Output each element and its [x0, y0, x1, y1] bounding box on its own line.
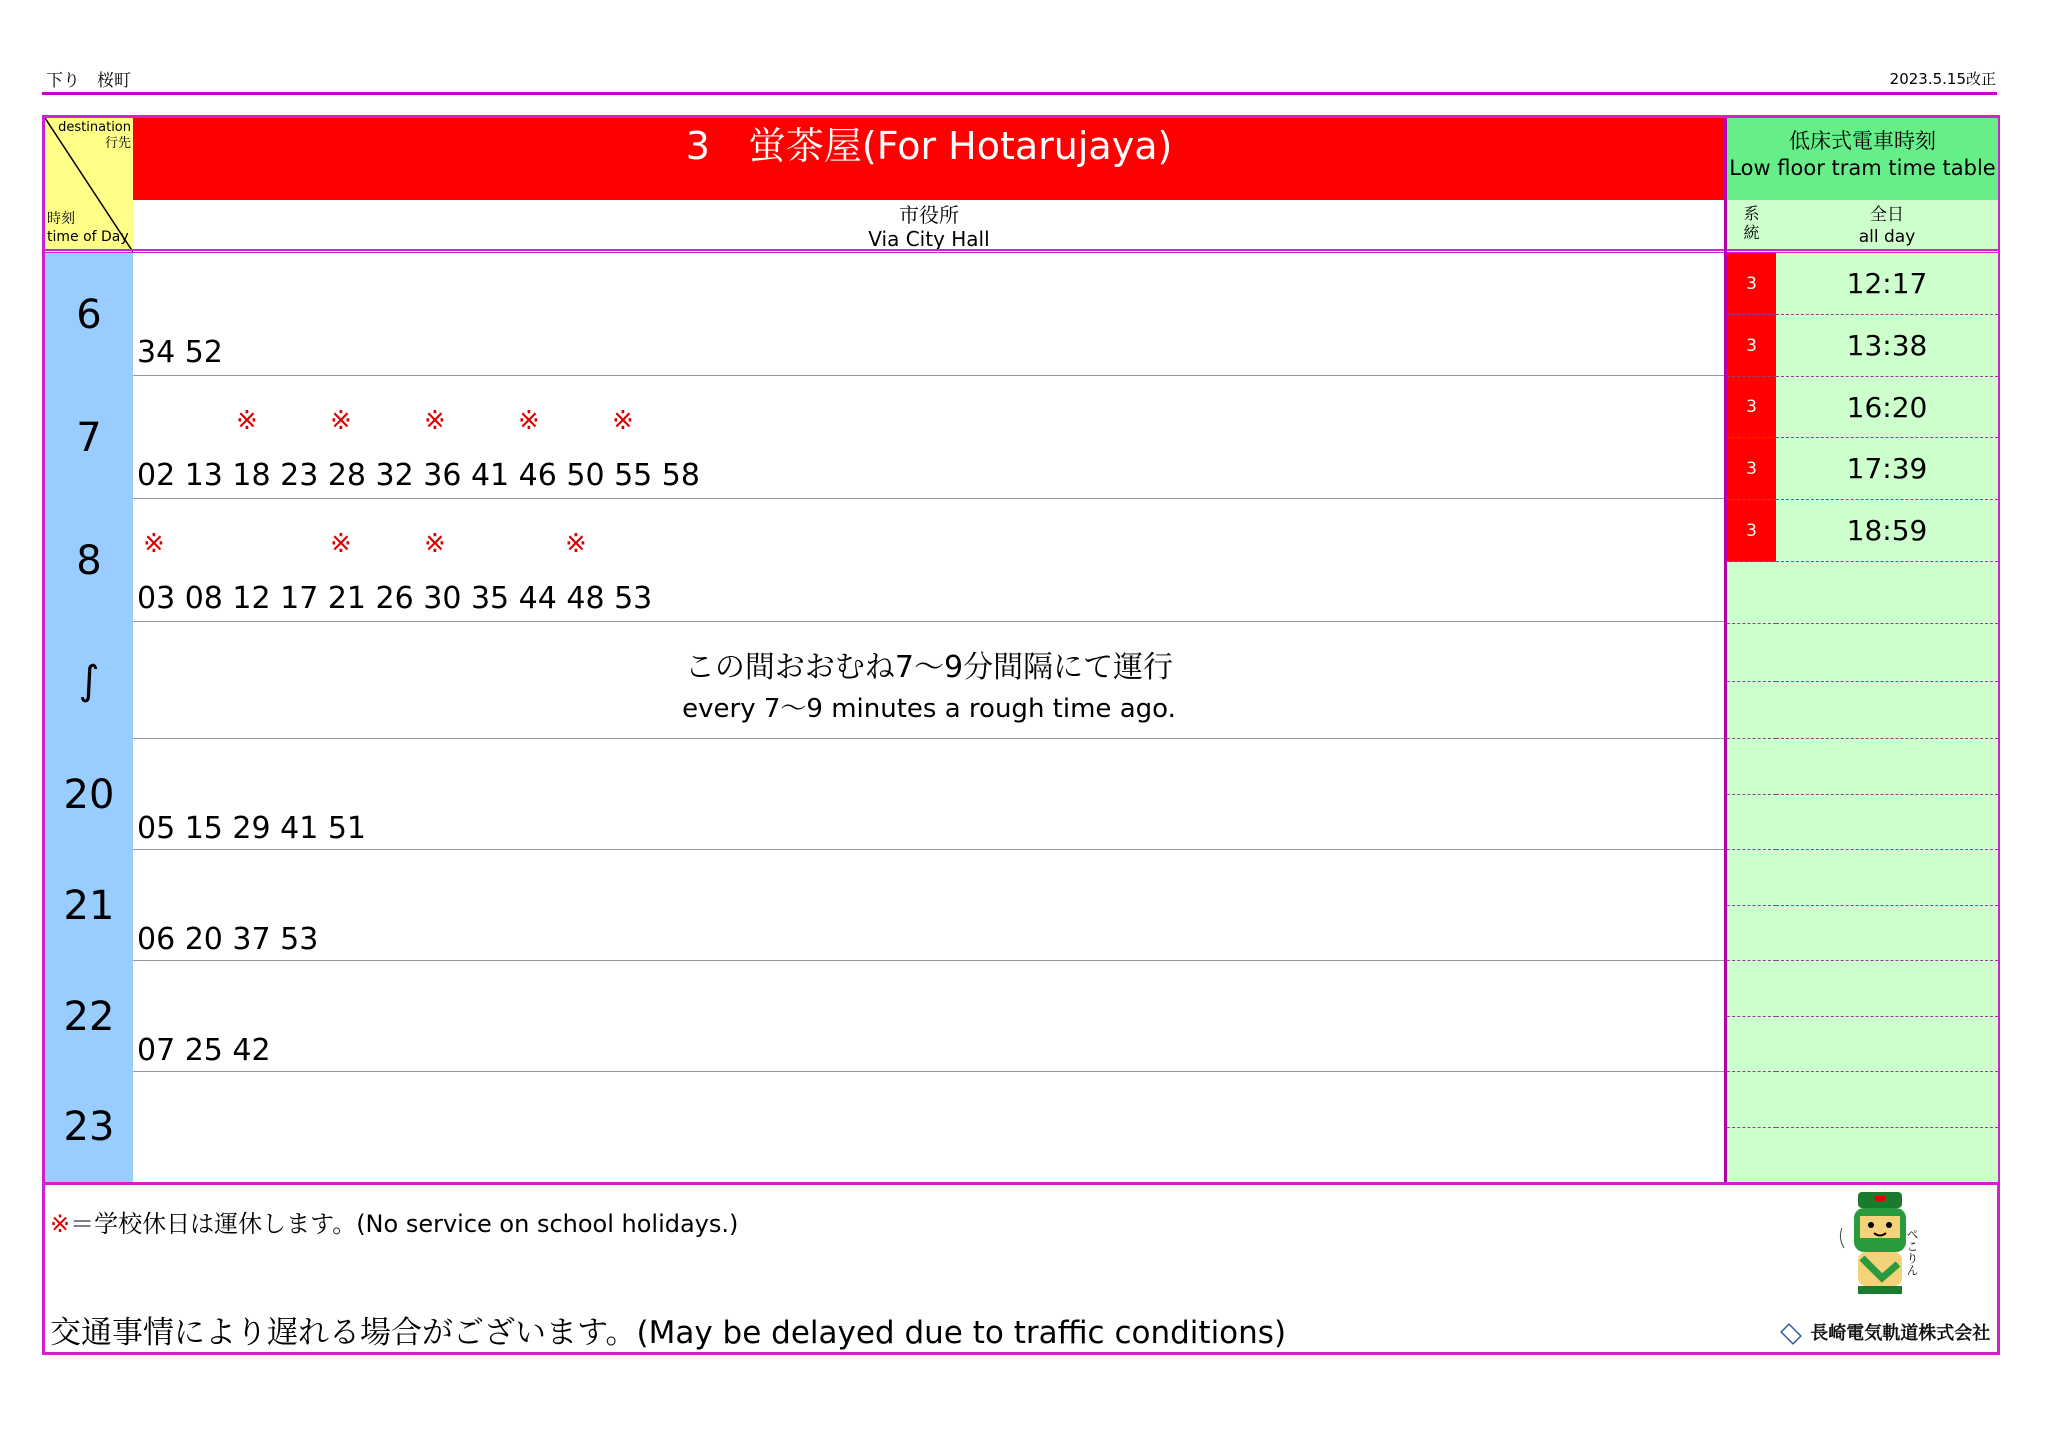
destination-en-label: destination	[58, 120, 131, 135]
empty-route-cell	[1727, 1128, 1776, 1182]
footer-divider	[45, 1182, 1998, 1185]
lowfloor-time: 13:38	[1776, 315, 1998, 377]
allday-column-header	[1776, 200, 1998, 252]
empty-time-cell	[1776, 906, 1998, 961]
time-en-label: time of Day	[47, 229, 129, 245]
lowfloor-title-en: Low floor tram time table	[1729, 156, 1996, 180]
route-badge: 3	[1727, 438, 1776, 500]
minutes-row	[133, 961, 1725, 1072]
minutes-text: 06 20 37 53	[137, 922, 319, 957]
minutes-text: 34 52	[137, 335, 223, 370]
interval-en: every 7〜9 minutes a rough time ago.	[682, 694, 1176, 724]
minutes-row	[133, 499, 1725, 622]
top-divider	[42, 92, 1997, 95]
empty-time-cell	[1776, 1072, 1998, 1128]
school-day-mark: ※	[50, 1210, 71, 1238]
school-day-mark: ※	[424, 406, 446, 436]
minutes-row	[133, 376, 1725, 499]
empty-route-cell	[1727, 1072, 1776, 1128]
empty-time-cell	[1776, 961, 1998, 1017]
school-day-mark: ※	[565, 529, 587, 559]
minutes-row	[133, 739, 1725, 850]
empty-time-cell	[1776, 795, 1998, 850]
interval-ja: この間おおむね7〜9分間隔にて運行	[684, 650, 1174, 685]
column-divider	[1724, 118, 1727, 1184]
direction-label: 下り 桜町	[46, 71, 131, 91]
school-day-mark: ※	[143, 529, 165, 559]
time-ja-label: 時刻	[47, 211, 75, 227]
minutes-text: 07 25 42	[137, 1033, 271, 1068]
hour-cell: 22	[45, 961, 133, 1072]
destination-banner: 3 蛍茶屋(For Hotarujaya)	[133, 118, 1725, 200]
route-badge: 3	[1727, 500, 1776, 562]
via-en: Via City Hall	[868, 227, 990, 251]
lowfloor-time: 16:20	[1776, 377, 1998, 438]
empty-time-cell	[1776, 739, 1998, 795]
empty-route-cell	[1727, 961, 1776, 1017]
mascot-caption: ぺこりん	[1905, 1228, 1919, 1276]
lowfloor-header	[1727, 118, 1998, 200]
hour-cell: 7	[45, 376, 133, 499]
hour-cell: 21	[45, 850, 133, 961]
school-day-mark: ※	[424, 529, 446, 559]
company-name: 長崎電気軌道株式会社	[1810, 1323, 1991, 1344]
interval-note	[133, 642, 1725, 725]
empty-route-cell	[1727, 1017, 1776, 1072]
school-day-mark: ※	[236, 406, 258, 436]
lowfloor-time: 17:39	[1776, 438, 1998, 500]
hour-cell: ∫	[45, 622, 133, 739]
mascot-image	[1828, 1188, 1938, 1308]
destination-ja-label: 行先	[104, 136, 131, 151]
hour-cell: 6	[45, 253, 133, 376]
delay-note: 交通事情により遅れる場合がございます。(May be delayed due to traffic conditions)	[50, 1315, 1287, 1351]
school-holiday-note	[50, 1204, 738, 1239]
empty-time-cell	[1776, 624, 1998, 682]
hour-cell: 20	[45, 739, 133, 850]
hour-cell: 8	[45, 499, 133, 622]
route-badge: 3	[1727, 253, 1776, 315]
company-logo	[1778, 1319, 1990, 1345]
hour-cell: 23	[45, 1072, 133, 1182]
empty-route-cell	[1727, 624, 1776, 682]
minutes-row	[133, 253, 1725, 376]
corner-header	[45, 118, 133, 252]
minutes-text: 05 15 29 41 51	[137, 811, 367, 846]
via-label	[133, 200, 1725, 252]
lowfloor-time: 18:59	[1776, 500, 1998, 562]
lowfloor-title-ja: 低床式電車時刻	[1789, 129, 1936, 153]
empty-time-cell	[1776, 850, 1998, 906]
school-day-mark: ※	[612, 406, 634, 436]
minutes-text: 02 13 18 23 28 32 36 41 46 50 55 58	[137, 458, 700, 493]
empty-route-cell	[1727, 682, 1776, 739]
revision-date: 2023.5.15改正	[1889, 70, 1996, 88]
empty-time-cell	[1776, 1017, 1998, 1072]
allday-ja: 全日	[1870, 205, 1904, 225]
school-day-mark: ※	[330, 406, 352, 436]
empty-time-cell	[1776, 562, 1998, 624]
school-day-mark: ※	[330, 529, 352, 559]
empty-time-cell	[1776, 1128, 1998, 1182]
empty-time-cell	[1776, 682, 1998, 739]
school-day-mark: ※	[518, 406, 540, 436]
empty-route-cell	[1727, 906, 1776, 961]
lowfloor-time: 12:17	[1776, 253, 1998, 315]
minutes-row	[133, 850, 1725, 961]
via-ja: 市役所	[899, 203, 959, 227]
route-column-header: 系 統	[1727, 200, 1776, 252]
allday-en: all day	[1858, 227, 1916, 247]
route-badge: 3	[1727, 315, 1776, 377]
empty-route-cell	[1727, 795, 1776, 850]
minutes-row	[133, 1072, 1725, 1182]
school-holiday-text: ＝学校休日は運休します。(No service on school holidays.)	[70, 1210, 739, 1238]
route-badge: 3	[1727, 377, 1776, 438]
empty-route-cell	[1727, 562, 1776, 624]
minutes-text: 03 08 12 17 21 26 30 35 44 48 53	[137, 581, 653, 616]
empty-route-cell	[1727, 739, 1776, 795]
company-mark-icon	[1780, 1323, 1802, 1345]
empty-route-cell	[1727, 850, 1776, 906]
